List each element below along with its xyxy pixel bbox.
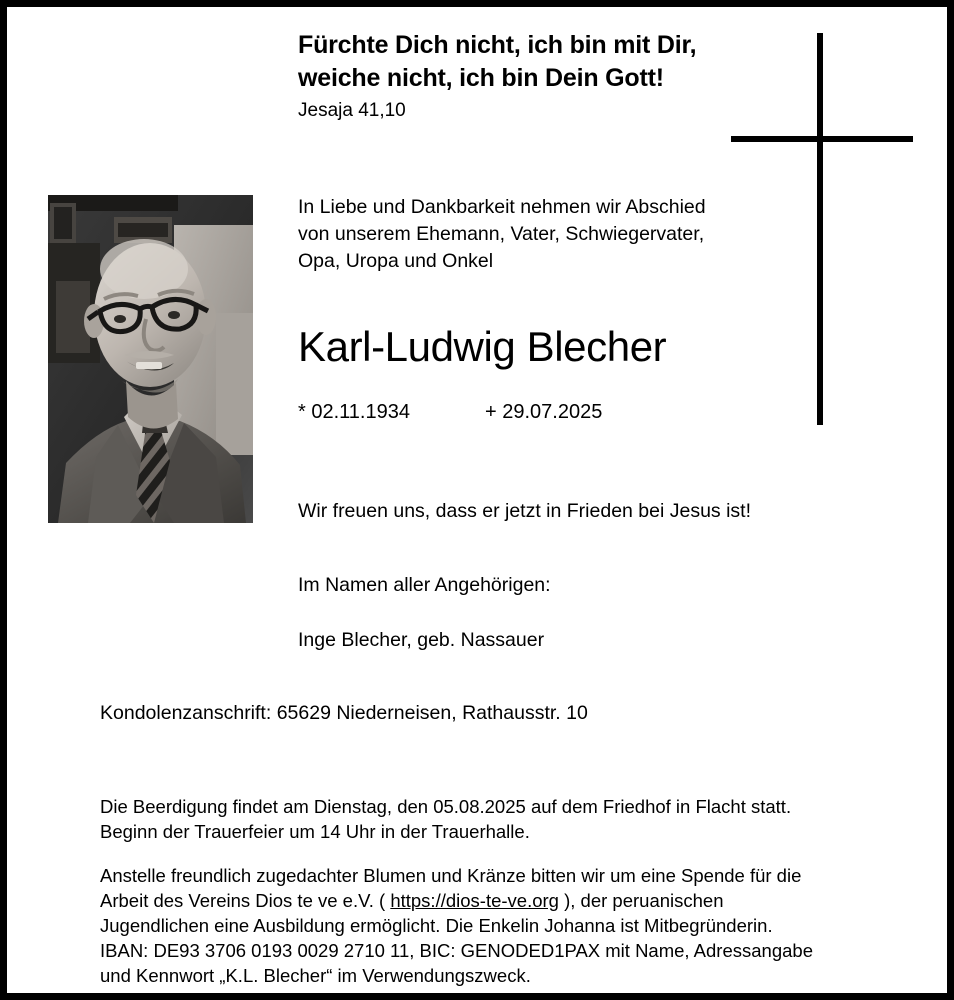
donation-line-3: Jugendlichen eine Ausbildung ermöglicht. Die Enkelin Johanna ist Mitbegründerin.: [100, 915, 773, 936]
funeral-line-2: Beginn der Trauerfeier um 14 Uhr in der Trauerhalle.: [100, 821, 530, 842]
scripture-line-1: Fürchte Dich nicht, ich bin mit Dir,: [298, 31, 697, 59]
birth-date: * 02.11.1934: [298, 401, 410, 423]
life-dates: [298, 399, 602, 425]
donation-iban-line: IBAN: DE93 3706 0193 0029 2710 11, BIC: GENODED1PAX mit Name, Adressangabe: [100, 940, 813, 961]
funeral-line-1: Die Beerdigung findet am Dienstag, den 05.08.2025 auf dem Friedhof in Flacht statt.: [100, 796, 792, 817]
scripture-block: [298, 29, 748, 123]
donation-info-block: [100, 863, 900, 988]
family-name: Inge Blecher, geb. Nassauer: [298, 629, 545, 651]
donation-line-2-suffix: ), der peruanischen: [558, 890, 724, 911]
peace-statement: Wir freuen uns, dass er jetzt in Frieden bei Jesus ist!: [298, 500, 752, 522]
death-date: + 29.07.2025: [485, 401, 603, 423]
condolence-address: Kondolenzanschrift: 65629 Niederneisen, Rathausstr. 10: [100, 702, 588, 724]
intro-block: [298, 194, 818, 275]
scripture-line-2: weiche nicht, ich bin Dein Gott!: [298, 64, 664, 92]
donation-reference-line: und Kennwort „K.L. Blecher“ im Verwendungszweck.: [100, 965, 531, 986]
scripture-reference: Jesaja 41,10: [298, 100, 406, 121]
portrait-photo: [48, 195, 253, 523]
intro-line-2: von unserem Ehemann, Vater, Schwiegervater,: [298, 223, 705, 245]
donation-website-link[interactable]: https://dios-te-ve.org: [390, 890, 559, 911]
family-intro: Im Namen aller Angehörigen:: [298, 574, 551, 596]
donation-line-2-prefix: Arbeit des Vereins Dios te ve e.V. (: [100, 890, 391, 911]
intro-line-1: In Liebe und Dankbarkeit nehmen wir Abschied: [298, 196, 706, 218]
notice-sheet: [7, 7, 947, 993]
donation-line-2: [100, 888, 900, 913]
donation-line-1: Anstelle freundlich zugedachter Blumen und Kränze bitten wir um eine Spende für die: [100, 865, 802, 886]
intro-line-3: Opa, Uropa und Onkel: [298, 250, 494, 272]
deceased-name: Karl-Ludwig Blecher: [298, 323, 667, 370]
funeral-info-block: [100, 794, 890, 844]
cross-horizontal-bar: [731, 136, 913, 142]
